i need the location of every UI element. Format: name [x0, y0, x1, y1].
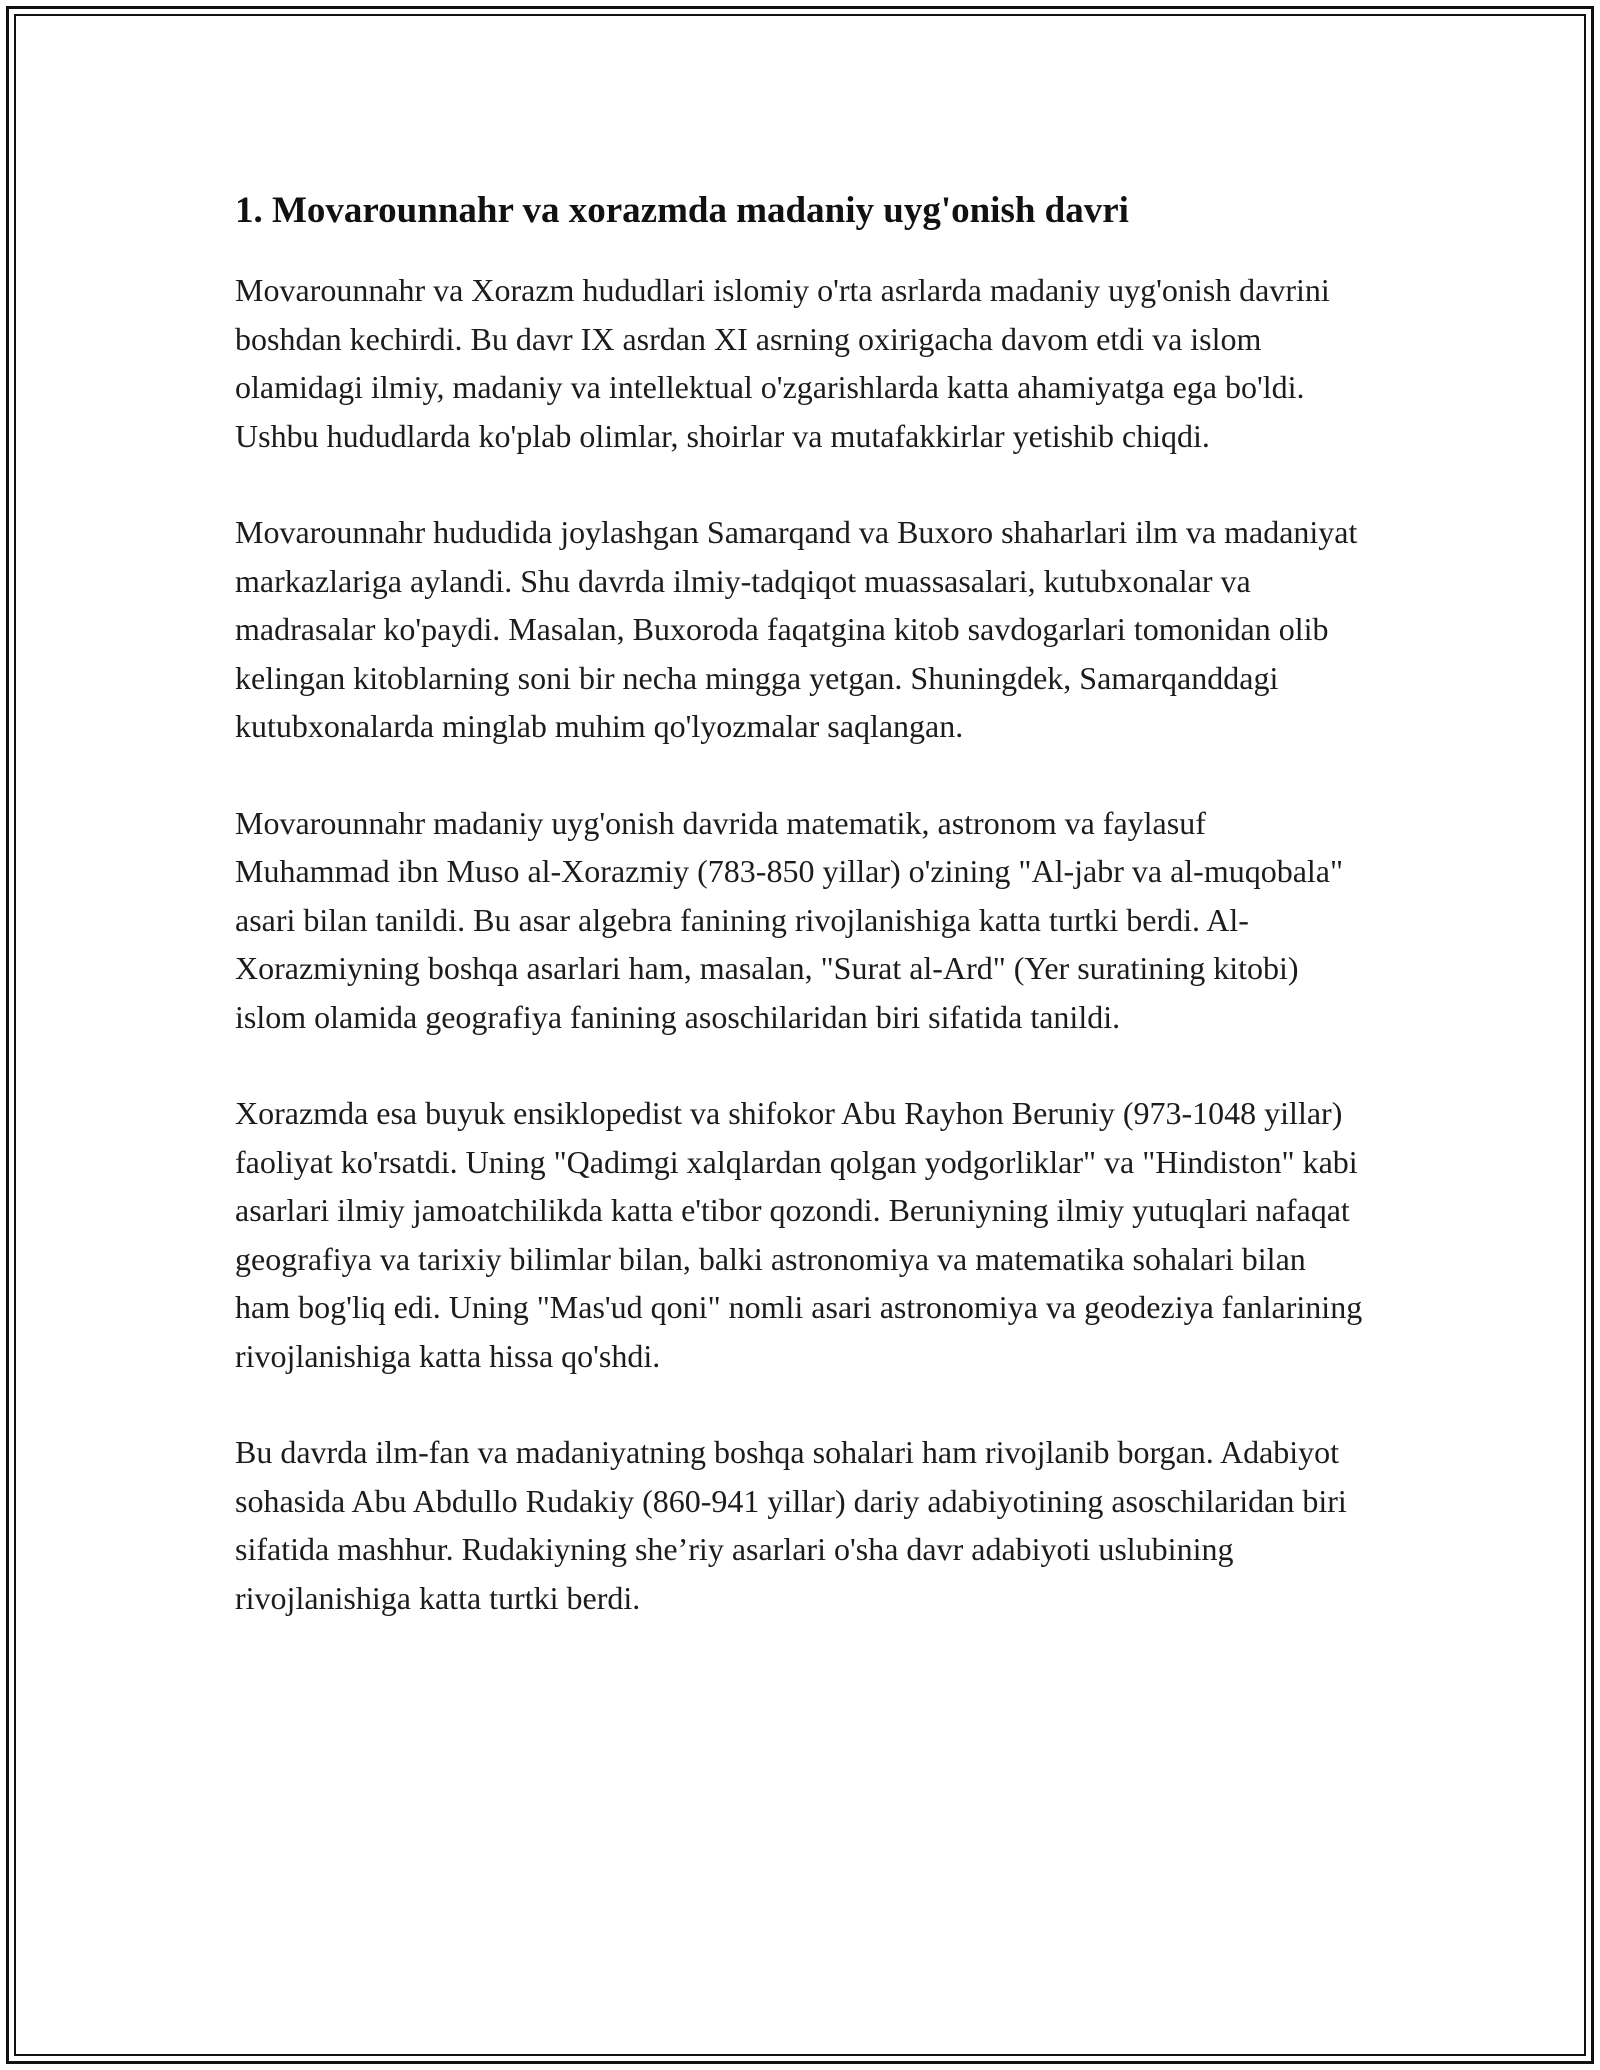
paragraph-4: Xorazmda esa buyuk ensiklopedist va shifokor Abu Rayhon Beruniy (973-1048 yillar) faoliyat ko'rsatdi. Uning "Qadimgi xalqlardan qolgan yodgorliklar" va "Hindiston" kabi asarlari ilmiy jamoatchilikda katta e'tibor qozondi. Beruniyning ilmiy yutuqlari nafaqat geografiya va tarixiy bilimlar bilan, balki astronomiya va matematika sohalari bilan ham bog'liq edi. Uning "Mas'ud qoni" nomli asari astronomiya va geodeziya fanlarining rivojlanishiga katta hissa qo'shdi. — [235, 1095, 1363, 1374]
paragraph-2: Movarounnahr hududida joylashgan Samarqand va Buxoro shaharlari ilm va madaniyat markazlariga aylandi. Shu davrda ilmiy-tadqiqot muassasalari, kutubxonalar va madrasalar ko'paydi. Masalan, Buxoroda faqatgina kitob savdogarlari tomonidan olib kelingan kitoblarning soni bir necha mingga yetgan. Shuningdek, Samarqanddagi kutubxonalarda minglab muhim qo'lyozmalar saqlangan. — [235, 514, 1358, 744]
document-body — [235, 186, 1385, 1622]
paragraph-3: Movarounnahr madaniy uyg'onish davrida matematik, astronom va faylasuf Muhammad ibn Muso al-Xorazmiy (783-850 yillar) o'zining "Al-jabr va al-muqobala" asari bilan tanildi. Bu asar algebra fanining rivojlanishiga katta turtki berdi. Al-Xorazmiyning boshqa asarlari ham, masalan, "Surat al-Ard" (Yer suratining kitobi) islom olamida geografiya fanining asoschilaridan biri sifatida tanildi. — [235, 804, 1344, 1035]
paragraph-5: Bu davrda ilm-fan va madaniyatning boshqa sohalari ham rivojlanib borgan. Adabiyot sohasida Abu Abdullo Rudakiy (860-941 yillar) dariy adabiyotining asoschilaridan biri sifatida mashhur. Rudakiyning she’riy asarlari o'sha davr adabiyoti uslubining rivojlanishiga katta turtki berdi. — [235, 1434, 1347, 1616]
paragraph-1: Movarounnahr va Xorazm hududlari islomiy o'rta asrlarda madaniy uyg'onish davrini boshdan kechirdi. Bu davr IX asrdan XI asrning oxirigacha davom etdi va islom olamidagi ilmiy, madaniy va intellektual o'zgarishlarda katta ahamiyatga ega bo'ldi. Ushbu hududlarda ko'plab olimlar, shoirlar va mutafakkirlar yetishib chiqdi. — [235, 272, 1330, 454]
section-heading: 1. Movarounnahr va xorazmda madaniy uyg'onish davri — [235, 190, 1129, 231]
